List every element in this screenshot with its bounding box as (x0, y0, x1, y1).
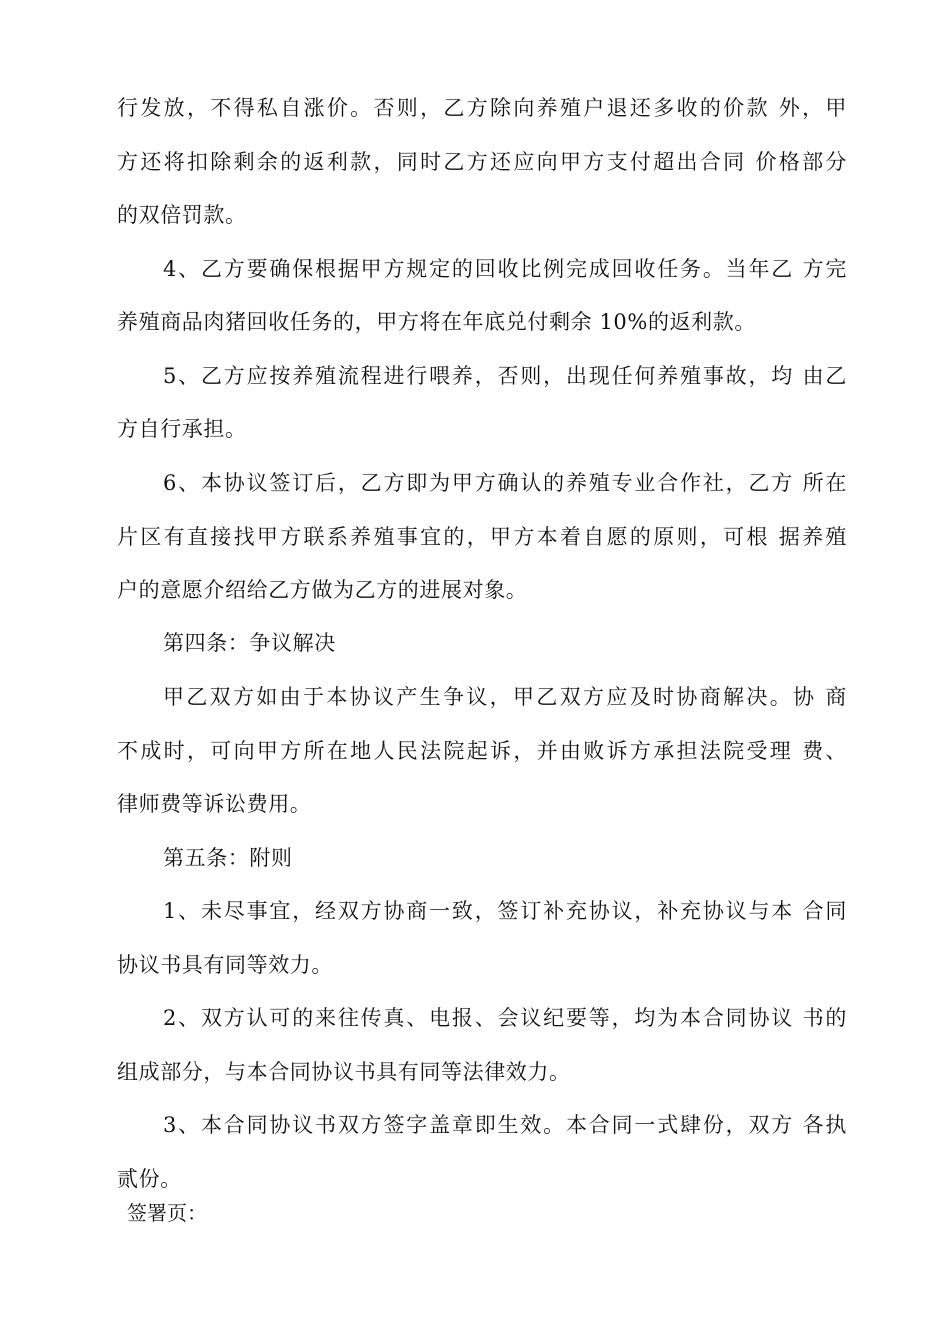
paragraph-line: 户的意愿介绍给乙方做为乙方的进展对象。 (117, 578, 528, 602)
paragraph-line: 行发放，不得私自涨价。否则，乙方除向养殖户退还多收的价款 外，甲 (117, 96, 847, 120)
signature-label: 签署页： (127, 1201, 207, 1225)
paragraph-line: 5、乙方应按养殖流程进行喂养，否则，出现任何养殖事故，均 由乙 (163, 364, 847, 388)
paragraph-line: 1、未尽事宜，经双方协商一致，签订补充协议，补充协议与本 合同 (163, 899, 847, 923)
section-heading: 第五条：附则 (163, 846, 293, 870)
paragraph-line: 不成时，可向甲方所在地人民法院起诉，并由败诉方承担法院受理 费、 (117, 739, 847, 763)
section-heading: 第四条：争议解决 (163, 631, 336, 655)
paragraph-line: 6、本协议签订后，乙方即为甲方确认的养殖专业合作社，乙方 所在 (163, 471, 847, 495)
paragraph-line: 律师费等诉讼费用。 (117, 792, 312, 816)
paragraph-line: 的双倍罚款。 (117, 203, 247, 227)
paragraph-line: 2、双方认可的来往传真、电报、会议纪要等，均为本合同协议 书的 (163, 1006, 847, 1030)
paragraph-line: 贰份。 (117, 1167, 182, 1191)
paragraph-line: 养殖商品肉猪回收任务的，甲方将在年底兑付剩余 10%的返利款。 (117, 310, 756, 334)
paragraph-line: 4、乙方要确保根据甲方规定的回收比例完成回收任务。当年乙 方完 (163, 257, 847, 281)
paragraph-line: 协议书具有同等效力。 (117, 953, 333, 977)
paragraph-line: 方自行承担。 (117, 417, 247, 441)
paragraph-line: 方还将扣除剩余的返利款，同时乙方还应向甲方支付超出合同 价格部分 (117, 150, 847, 174)
paragraph-line: 片区有直接找甲方联系养殖事宜的，甲方本着自愿的原则，可根 据养殖 (117, 525, 847, 549)
paragraph-line: 组成部分，与本合同协议书具有同等法律效力。 (117, 1060, 571, 1084)
paragraph-line: 3、本合同协议书双方签字盖章即生效。本合同一式肆份，双方 各执 (163, 1113, 847, 1137)
paragraph-line: 甲乙双方如由于本协议产生争议，甲乙双方应及时协商解决。协 商 (163, 685, 847, 709)
